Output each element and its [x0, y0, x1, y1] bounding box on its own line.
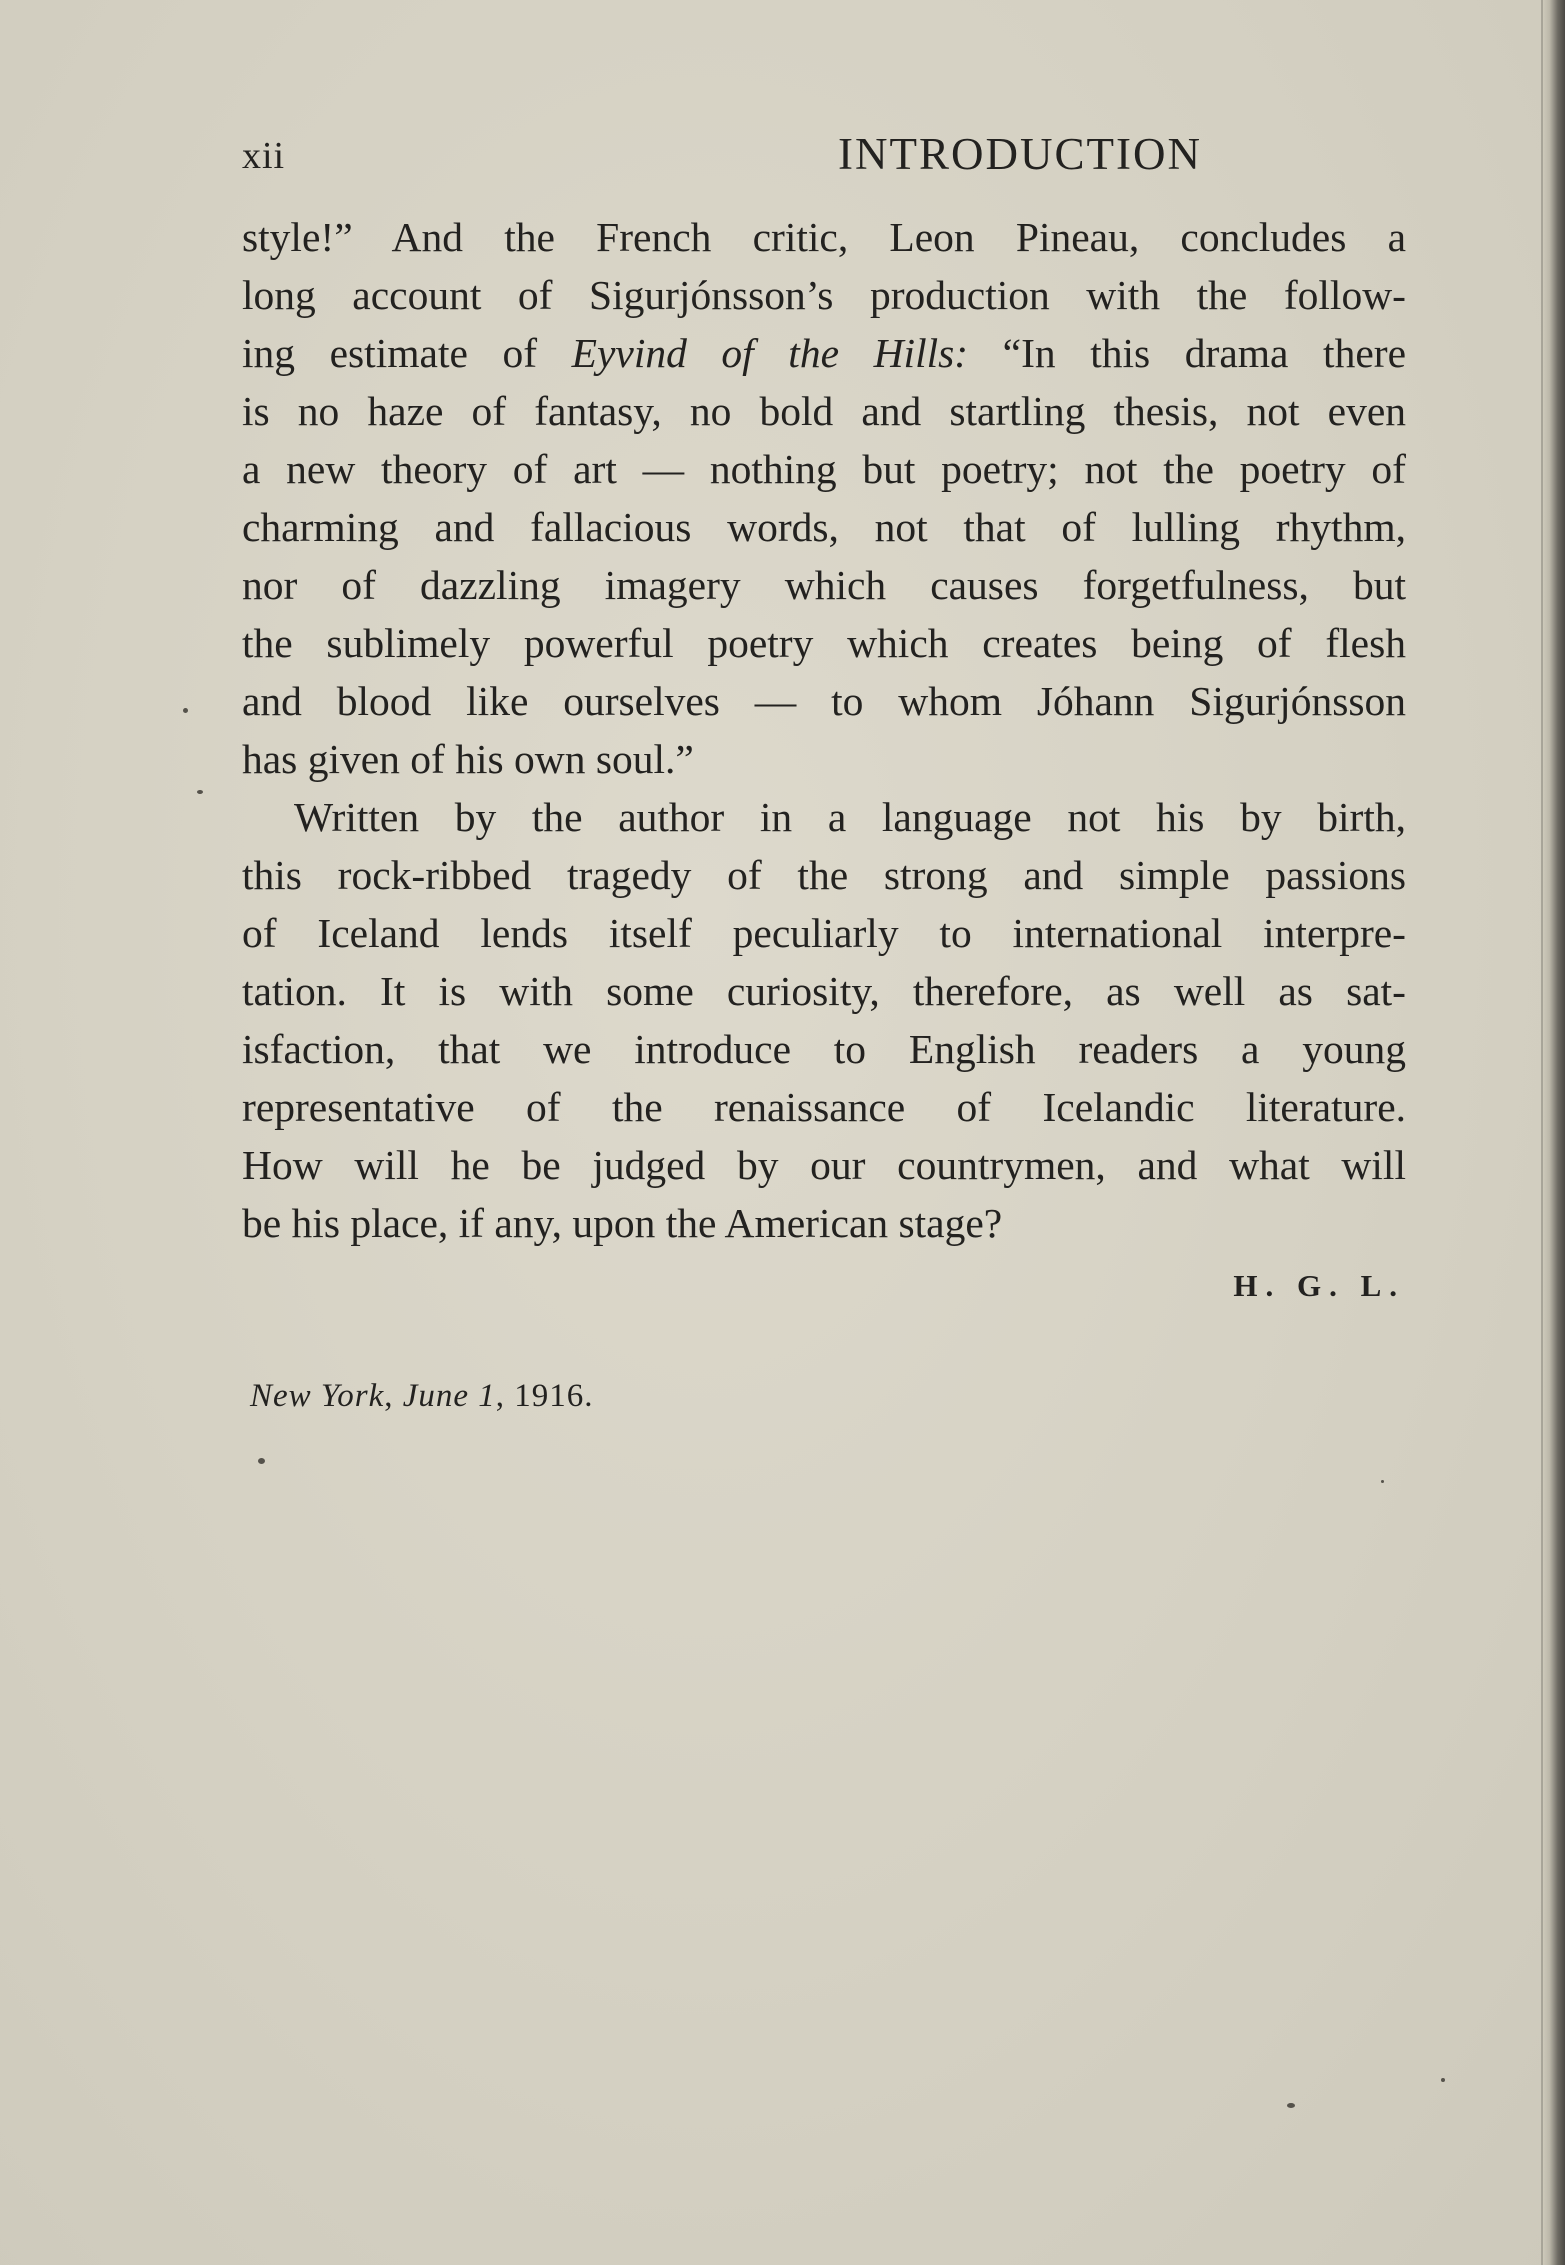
paper-speck — [1381, 1480, 1384, 1483]
dateline-comma: , — [495, 1378, 515, 1414]
page-number: xii — [242, 135, 286, 177]
paper-speck — [197, 790, 203, 794]
text-line: a new theory of art — nothing but poetry; not the poetry of — [242, 446, 1406, 492]
page-edge-line — [1541, 0, 1543, 2265]
text-line: How will he be judged by our countrymen, and what will — [242, 1142, 1406, 1188]
text-line-with-title — [242, 324, 1406, 382]
page-edge — [1541, 0, 1565, 2265]
body-text — [242, 208, 1406, 1252]
text-segment: ing estimate of — [242, 330, 572, 376]
text-line: representative of the renaissance of Icelandic literature. — [242, 1084, 1406, 1130]
dateline-period: . — [584, 1378, 594, 1414]
author-initials: H. G. L. — [1233, 1268, 1405, 1303]
text-line: long account of Sigurjónsson’s production with the follow- — [242, 272, 1406, 318]
play-title: Eyvind of the Hills: — [571, 330, 969, 376]
text-line: the sublimely powerful poetry which creates being of flesh — [242, 620, 1406, 666]
dateline-month-day: June 1 — [402, 1378, 496, 1414]
text-line: isfaction, that we introduce to English readers a young — [242, 1026, 1406, 1072]
page-header — [242, 128, 1402, 188]
text-line: has given of his own soul.” — [242, 736, 694, 782]
text-line: nor of dazzling imagery which causes forgetfulness, but — [242, 562, 1406, 608]
text-line: style!” And the French critic, Leon Pineau, concludes a — [242, 214, 1406, 260]
running-head: INTRODUCTION — [838, 129, 1202, 179]
text-line: tation. It is with some curiosity, therefore, as well as sat- — [242, 968, 1406, 1014]
text-line: of Iceland lends itself peculiarly to international interpre- — [242, 910, 1406, 956]
paper-speck — [1441, 2078, 1445, 2082]
text-segment: “In this drama there — [968, 330, 1406, 376]
text-line: and blood like ourselves — to whom Jóhann Sigurjónsson — [242, 678, 1406, 724]
paper-speck — [183, 708, 188, 713]
paper-speck — [258, 1458, 265, 1464]
text-line: Written by the author in a language not his by birth, — [294, 794, 1406, 840]
text-line: charming and fallacious words, not that of lulling rhythm, — [242, 504, 1406, 550]
dateline-place: New York — [250, 1378, 385, 1414]
dateline — [250, 1378, 594, 1415]
dateline-comma: , — [384, 1378, 403, 1414]
text-line: be his place, if any, upon the American stage? — [242, 1200, 1003, 1246]
paper-speck — [1287, 2103, 1295, 2108]
text-line: is no haze of fantasy, no bold and startling thesis, not even — [242, 388, 1406, 434]
text-line: this rock-ribbed tragedy of the strong and simple passions — [242, 852, 1406, 898]
dateline-year: 1916 — [514, 1378, 585, 1414]
